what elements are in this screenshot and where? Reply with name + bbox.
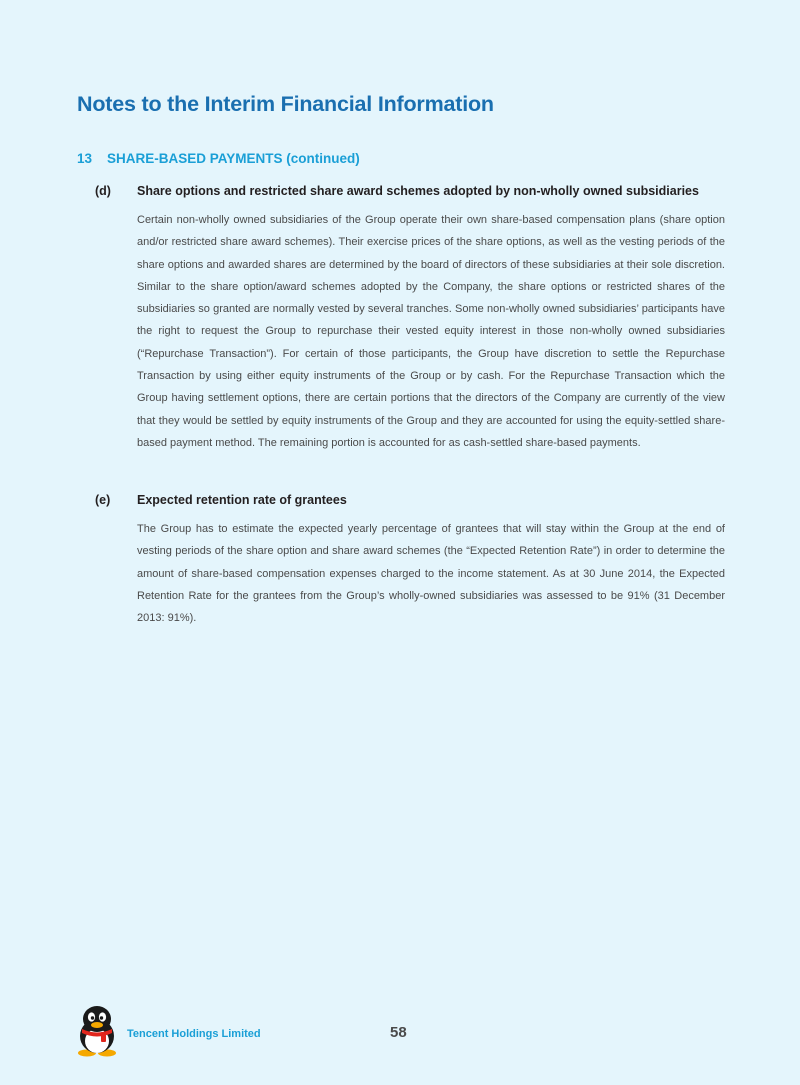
section-title: SHARE-BASED PAYMENTS (continued) xyxy=(107,151,360,166)
section-number: 13 xyxy=(77,151,93,166)
section-heading xyxy=(77,151,360,166)
subsection-paragraph: Certain non-wholly owned subsidiaries of the Group operate their own share-based compensation plans (share option and/or restricted share award schemes). Their exercise prices of the share options, as well as the vesting periods of the share options and awarded shares are determined by the board of directors of these subsidiaries at their sole discretion. Similar to the share option/award schemes adopted by the Company, the share options or restricted shares of the subsidiaries so granted are normally vested by several tranches. Some non-wholly owned subsidiaries’ participants have the right to request the Group to repurchase their vested equity interest in those non-wholly owned subsidiaries (“Repurchase Transaction”). For certain of those participants, the Group have discretion to settle the Repurchase Transaction by using either equity instruments of the Group or by cash. For the Repurchase Transaction which the Group having settlement options, there are certain portions that the directors of the Company are currently of the view that they would be settled by equity instruments of the Group and they are accounted for using the equity-settled share-based payment method. The remaining portion is accounted for as cash-settled share-based payments. xyxy=(137,214,725,449)
footer-company-name: Tencent Holdings Limited xyxy=(127,1028,261,1040)
subsection-letter: (d) xyxy=(95,184,111,198)
subsection-title: Expected retention rate of grantees xyxy=(137,493,347,507)
subsection-paragraph: The Group has to estimate the expected yearly percentage of grantees that will stay within the Group at the end of vesting periods of the share option and share award schemes (the “Expected Retention Rate”) in order to determine the amount of share-based compensation expenses charged to the income statement. As at 30 June 2014, the Expected Retention Rate for the grantees from the Group’s wholly-owned subsidiaries was assessed to be 91% (31 December 2013: 91%). xyxy=(137,523,725,625)
subsection-e xyxy=(95,493,725,629)
subsection-heading xyxy=(95,184,725,198)
subsection-d xyxy=(95,184,725,454)
page-title: Notes to the Interim Financial Information xyxy=(77,92,494,116)
subsection-heading xyxy=(95,493,725,507)
subsection-letter: (e) xyxy=(95,493,111,507)
penguin-mascot-icon xyxy=(75,1005,119,1057)
page-number: 58 xyxy=(390,1024,407,1041)
subsection-title: Share options and restricted share award schemes adopted by non-wholly owned subsidiaries xyxy=(137,184,699,198)
